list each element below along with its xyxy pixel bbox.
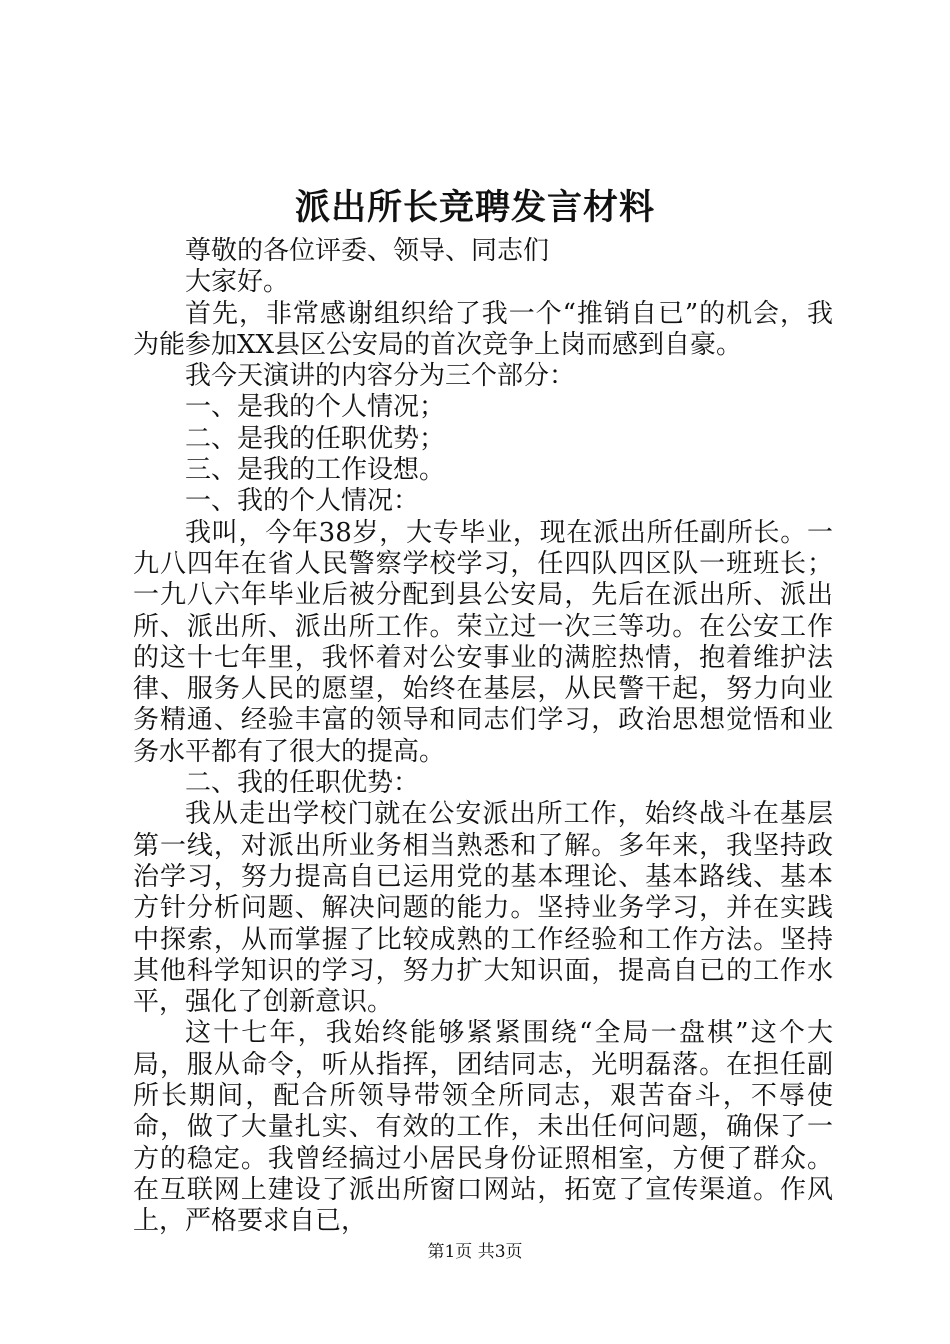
outline-item-3: 三、是我的工作设想。 [185,455,446,486]
outline-paragraph: 我今天演讲的内容分为三个部分： [185,361,576,392]
document-body [133,236,833,1238]
intro-paragraph: 首先，非常感谢组织给了我一个“推销自已”的机会，我为能参加XX县区公安局的首次竞争上岗而感到自豪。 [133,298,833,360]
experience-paragraph: 这十七年，我始终能够紧紧围绕“全局一盘棋”这个大局，服从命令，听从指挥，团结同志，光明磊落。在担任副所长期间，配合所领导带领全所同志，艰苦奋斗，不辱使命，做了大量扎实、有效的工作，未出任何问题，确保了一方的稳定。我曾经搞过小居民身份证照相室，方便了群众。在互联网上建设了派出所窗口网站，拓宽了宣传渠道。作风上，严格要求自已， [133,1018,833,1237]
salutation-paragraph: 尊敬的各位评委、领导、同志们 [185,236,550,266]
document-title: 派出所长竞聘发言材料 [294,187,655,228]
outline-item-2: 二、是我的任职优势； [185,423,446,454]
personal-paragraph: 我叫，今年38岁，大专毕业，现在派出所任副所长。一九八四年在省人民警察学校学习，任四队四区队一班班长；一九八六年毕业后被分配到县公安局，先后在派出所、派出所、派出所、派出所工作。荣立过一次三等功。在公安工作的这十七年里，我怀着对公安事业的满腔热情，抱着维护法律、服务人民的愿望，始终在基层，从民警干起，努力向业务精通、经验丰富的领导和同志们学习，政治思想觉悟和业务水平都有了很大的提高。 [133,517,833,767]
advantages-paragraph: 我从走出学校门就在公安派出所工作，始终战斗在基层第一线，对派出所业务相当熟悉和了解。多年来，我坚持政治学习，努力提高自已运用党的基本理论、基本路线、基本方针分析问题、解决问题的能力。坚持业务学习，并在实践中探索，从而掌握了比较成熟的工作经验和工作方法。坚持其他科学知识的学习，努力扩大知识面，提高自已的工作水平，强化了创新意识。 [133,799,833,1018]
section-heading-advantages: 二、我的任职优势： [185,768,420,799]
outline-item-1: 一、是我的个人情况； [185,392,446,423]
section-heading-personal: 一、我的个人情况： [185,486,420,517]
greeting-paragraph: 大家好。 [185,267,290,298]
page-number-footer: 第1页 共3页 [427,1242,523,1262]
